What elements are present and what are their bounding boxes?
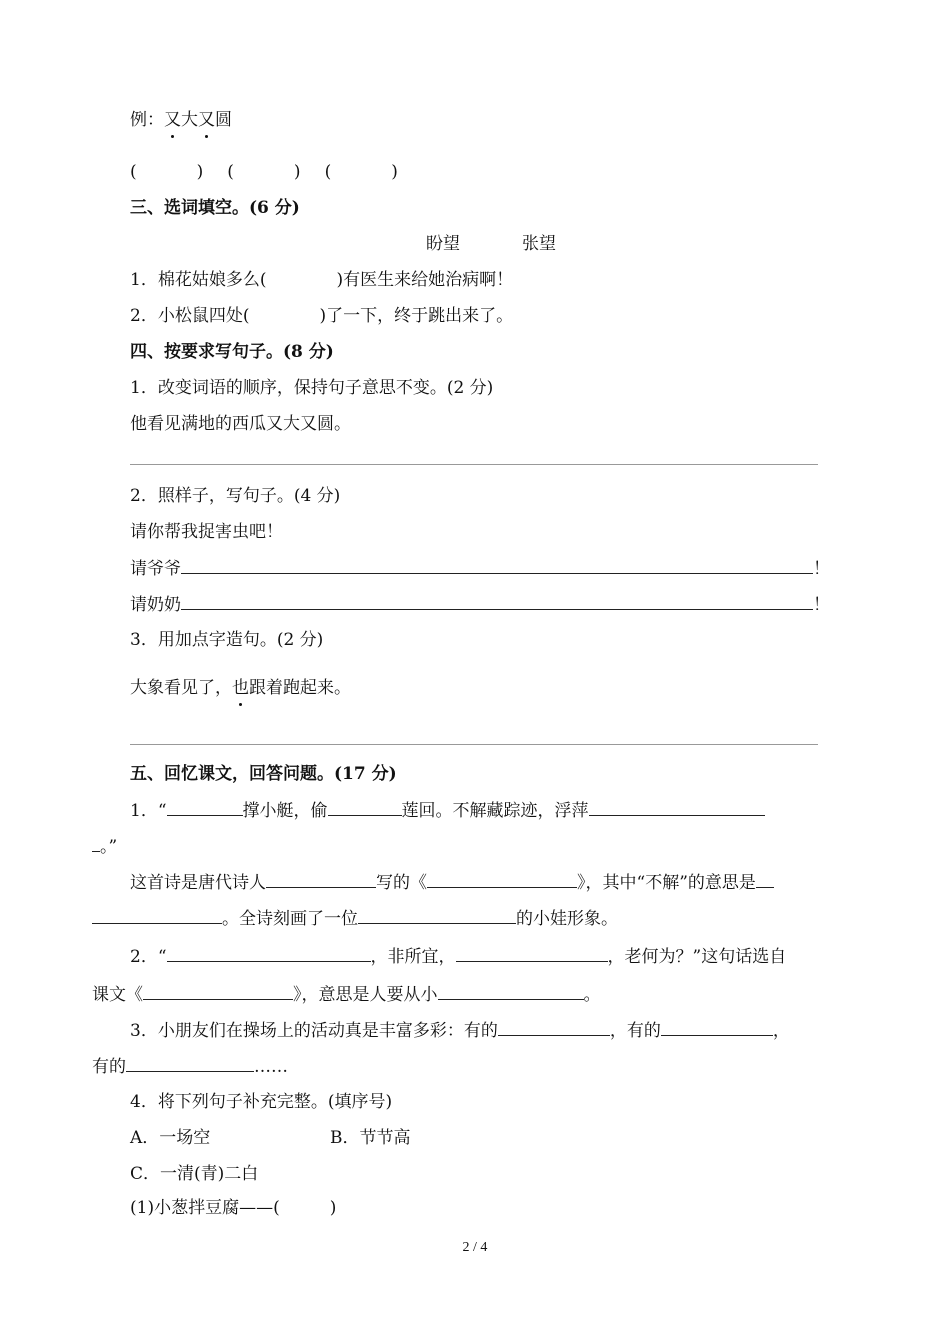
- example-line: [130, 108, 232, 132]
- blank[interactable]: [266, 870, 376, 888]
- section5-q4-title: 4．将下列句子补充完整。(填序号): [130, 1092, 393, 1112]
- blank[interactable]: [167, 944, 371, 962]
- example-char: 大: [181, 110, 198, 130]
- word-choice-1: 盼望: [426, 234, 460, 254]
- section5-q1-line1b: 。”: [92, 834, 117, 859]
- section3-q1: 1．棉花姑娘多么( )有医生来给她治病啊！: [130, 270, 514, 290]
- section4-q1-title: 1．改变词语的顺序，保持句子意思不变。(2 分): [130, 378, 494, 398]
- section4-q3-sentence: 大象看见了，也跟着跑起来。: [130, 678, 351, 698]
- blank[interactable]: [181, 592, 813, 610]
- dotted-char: 也: [232, 678, 249, 698]
- blank[interactable]: [328, 798, 402, 816]
- blank[interactable]: [438, 982, 584, 1000]
- example-char: 圆: [215, 110, 232, 130]
- blank[interactable]: [143, 982, 293, 1000]
- section4-q3-title: 3．用加点字造句。(2 分): [130, 630, 324, 650]
- section4-q2-title: 2．照样子，写句子。(4 分): [130, 486, 341, 506]
- blank[interactable]: [456, 944, 608, 962]
- answer-line[interactable]: [130, 464, 818, 465]
- blank[interactable]: [167, 798, 243, 816]
- section5-q1-line2: 这首诗是唐代诗人 写的《 》，其中“不解”的意思是: [130, 870, 774, 895]
- blank[interactable]: [92, 834, 100, 852]
- blank[interactable]: [92, 906, 222, 924]
- section3-title: 三、选词填空。(6 分): [130, 198, 300, 218]
- blank[interactable]: [498, 1018, 610, 1036]
- page-number: 2 / 4: [462, 1240, 488, 1255]
- blank[interactable]: [756, 870, 774, 888]
- section5-q4-item1: (1)小葱拌豆腐——( ): [130, 1198, 337, 1218]
- section5-q1-line3: 。全诗刻画了一位 的小娃形象。: [92, 906, 618, 931]
- option-a: A．一场空: [130, 1128, 211, 1148]
- dotted-char: 又: [198, 110, 215, 130]
- section4-q2-line2: 请奶奶 ！: [130, 592, 830, 617]
- blank[interactable]: [427, 870, 577, 888]
- section5-q3-line1: 3．小朋友们在操场上的活动真是丰富多彩：有的 ，有的 ，: [130, 1018, 790, 1043]
- word-choice-2: 张望: [522, 234, 556, 254]
- section4-q2-line1: 请爷爷 ！: [130, 556, 830, 581]
- dotted-char: 又: [164, 110, 181, 130]
- section5-q2-line1: 2．“ ，非所宜， ，老何为？”这句话选自: [130, 944, 786, 969]
- example-prefix: 例：: [130, 110, 164, 130]
- answer-parens-row: ( ) ( ) ( ): [130, 162, 398, 182]
- option-c: C．一清(青)二白: [130, 1164, 259, 1184]
- option-b: B．节节高: [330, 1128, 411, 1148]
- section5-q1-line1: 1．“ 撑小艇，偷 莲回。不解藏踪迹，浮萍: [130, 798, 765, 823]
- section5-q2-line2: 课文《 》，意思是人要从小 。: [92, 982, 601, 1007]
- section4-title: 四、按要求写句子。(8 分): [130, 342, 334, 362]
- blank[interactable]: [181, 556, 813, 574]
- section3-q2: 2．小松鼠四处( )了一下，终于跳出来了。: [130, 306, 514, 326]
- blank[interactable]: [358, 906, 516, 924]
- section4-q1-sentence: 他看见满地的西瓜又大又圆。: [130, 414, 351, 434]
- blank[interactable]: [126, 1054, 254, 1072]
- blank[interactable]: [589, 798, 765, 816]
- section5-q3-line2: 有的 ……: [92, 1054, 288, 1079]
- section4-q2-example: 请你帮我捉害虫吧！: [130, 522, 283, 542]
- blank[interactable]: [661, 1018, 773, 1036]
- section5-title: 五、回忆课文，回答问题。(17 分): [130, 764, 397, 784]
- answer-line[interactable]: [130, 744, 818, 745]
